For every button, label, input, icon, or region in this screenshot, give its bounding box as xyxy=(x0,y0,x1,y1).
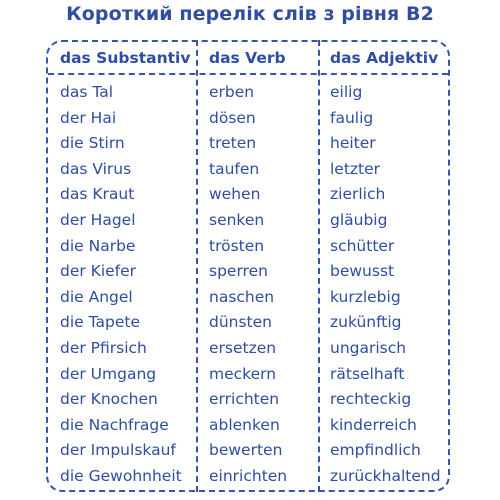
verbs-column xyxy=(209,80,287,490)
verb-cell: ablenken xyxy=(209,415,280,434)
verb-cell: senken xyxy=(209,210,265,229)
header-adjectives: das Adjektiv xyxy=(330,49,439,67)
adjective-cell: zierlich xyxy=(330,185,386,204)
verb-cell: erben xyxy=(209,83,255,101)
noun-cell: der Hai xyxy=(60,108,117,127)
adjective-cell: heiter xyxy=(330,134,376,153)
noun-cell: der Kiefer xyxy=(60,262,137,281)
noun-cell: die Stirn xyxy=(60,134,125,153)
verb-cell: sperren xyxy=(209,262,268,281)
verb-cell: treten xyxy=(209,134,257,153)
noun-cell: die Angel xyxy=(60,287,133,306)
verb-cell: naschen xyxy=(209,287,275,306)
verb-cell: errichten xyxy=(209,390,280,409)
adjective-cell: zurückhaltend xyxy=(330,466,441,485)
verb-cell: einrichten xyxy=(209,466,288,485)
noun-cell: der Impulskauf xyxy=(60,441,176,460)
adjective-cell: rechteckig xyxy=(330,390,412,409)
adjective-cell: gläubig xyxy=(330,210,388,229)
adjective-cell: kinderreich xyxy=(330,415,417,434)
verb-cell: taufen xyxy=(209,159,260,178)
nouns-column xyxy=(60,80,182,490)
noun-cell: das Kraut xyxy=(60,185,135,204)
noun-cell: der Knochen xyxy=(60,390,158,409)
header-divider xyxy=(48,73,448,75)
noun-cell: das Tal xyxy=(60,83,114,101)
adjective-cell: faulig xyxy=(330,108,374,127)
verb-cell: dünsten xyxy=(209,313,272,332)
noun-cell: die Tapete xyxy=(60,313,140,332)
adjective-cell: zukünftig xyxy=(330,313,402,332)
noun-cell: der Hagel xyxy=(60,210,136,229)
verb-cell: ersetzen xyxy=(209,338,277,357)
page-title: Короткий перелік слів з рівня B2 xyxy=(66,3,434,25)
adjective-cell: ungarisch xyxy=(330,338,407,357)
verb-cell: dösen xyxy=(209,108,256,127)
noun-cell: das Virus xyxy=(60,159,132,178)
adjective-cell: eilig xyxy=(330,83,363,101)
adjective-cell: bewusst xyxy=(330,262,395,281)
noun-cell: die Nachfrage xyxy=(60,415,169,434)
adjective-cell: kurzlebig xyxy=(330,287,401,306)
noun-cell: die Gewohnheit xyxy=(60,466,182,485)
adjective-cell: rätselhaft xyxy=(330,364,405,383)
adjective-cell: empfindlich xyxy=(330,441,421,460)
noun-cell: der Pfirsich xyxy=(60,338,147,357)
adjective-cell: schütter xyxy=(330,236,395,255)
noun-cell: der Umgang xyxy=(60,364,157,383)
header-nouns: das Substantiv xyxy=(60,49,191,67)
column-divider-2 xyxy=(318,40,320,492)
verb-cell: bewerten xyxy=(209,441,283,460)
adjectives-column xyxy=(330,80,441,490)
verb-cell: meckern xyxy=(209,364,277,383)
adjective-cell: letzter xyxy=(330,159,381,178)
noun-cell: die Narbe xyxy=(60,236,136,255)
verb-cell: wehen xyxy=(209,185,261,204)
header-verbs: das Verb xyxy=(209,49,286,67)
column-divider-1 xyxy=(196,40,198,492)
verb-cell: trösten xyxy=(209,236,265,255)
